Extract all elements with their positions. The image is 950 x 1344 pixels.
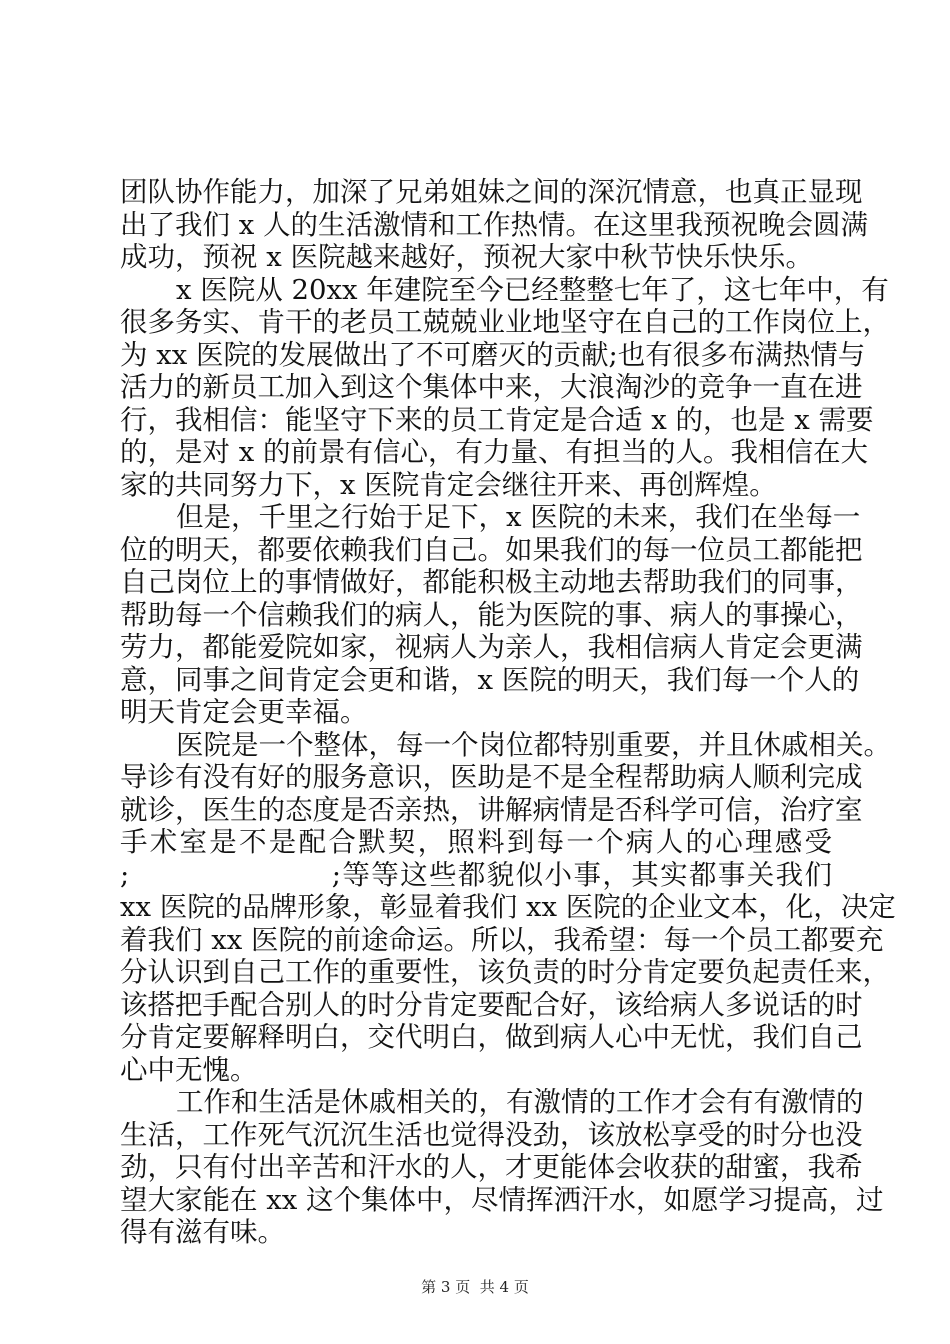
text-line: 成功，预祝 x 医院越来越好，预祝大家中秋节快乐快乐。	[120, 241, 813, 273]
text-line: 为 xx 医院的发展做出了不可磨灭的贡献;也有很多布满热情与	[120, 338, 866, 371]
text-line: 劲，只有付出辛苦和汗水的人，才更能体会收获的甜蜜，我希	[120, 1151, 863, 1183]
text-line: 出了我们 x 人的生活激情和工作热情。在这里我预祝晚会圆满	[120, 208, 868, 241]
paragraph-1	[120, 176, 868, 274]
text-line: 帮助每一个信赖我们的病人，能为医院的事、病人的事操心，	[120, 598, 863, 631]
text-line: 明天肯定会更幸福。	[120, 696, 368, 728]
paragraph-4	[120, 728, 896, 1087]
document-body	[120, 176, 896, 1249]
text-line: 位的明天，都要依赖我们自己。如果我们的每一位员工都能把	[120, 533, 863, 566]
text-line: 导诊有没有好的服务意识，医助是不是全程帮助病人顺利完成	[120, 761, 863, 793]
text-line: 意，同事之间肯定会更和谐，x 医院的明天，我们每一个人的	[120, 663, 860, 696]
text-line: 家的共同努力下，x 医院肯定会继往开来、再创辉煌。	[120, 468, 777, 501]
paragraph-5	[120, 1086, 884, 1249]
text-line: 就诊，医生的态度是否亲热，讲解病情是否科学可信，治疗室	[120, 793, 863, 826]
text-line: 很多务实、肯干的老员工兢兢业业地坚守在自己的工作岗位上，	[120, 306, 890, 338]
text-line: xx 医院的品牌形象，彰显着我们 xx 医院的企业文本，化，决定	[120, 891, 896, 923]
text-line: 但是，千里之行始于足下，x 医院的未来，我们在坐每一	[176, 501, 861, 533]
text-line: 心中无愧。	[120, 1053, 258, 1086]
paragraph-2	[120, 273, 890, 502]
text-line: 分认识到自己工作的重要性，该负责的时分肯定要负起责任来，	[120, 956, 890, 988]
page-number-footer: 第 3 页 共 4 页	[421, 1278, 529, 1296]
text-line: 的，是对 x 的前景有信心，有力量、有担当的人。我相信在大	[120, 436, 868, 468]
text-line: 自己岗位上的事情做好，都能积极主动地去帮助我们的同事，	[120, 566, 863, 598]
text-line: 手术室是不是配合默契，照料到每一个病人的心理感受	[120, 826, 832, 858]
text-line: 分肯定要解释明白，交代明白，做到病人心中无忧，我们自己	[120, 1021, 863, 1053]
text-line: x 医院从 20xx 年建院至今已经整整七年了，这七年中，有	[176, 273, 889, 306]
text-line: 劳力，都能爱院如家，视病人为亲人，我相信病人肯定会更满	[120, 631, 863, 663]
text-line: 该搭把手配合别人的时分肯定要配合好，该给病人多说话的时	[120, 988, 863, 1021]
text-line: 着我们 xx 医院的前途命运。所以，我希望：每一个员工都要充	[120, 923, 884, 956]
text-line: 团队协作能力，加深了兄弟姐妹之间的深沉情意，也真正显现	[120, 176, 863, 208]
text-line: 活力的新员工加入到这个集体中来，大浪淘沙的竞争一直在进	[120, 371, 863, 403]
text-line: 医院是一个整体，每一个岗位都特别重要，并且休戚相关。	[176, 728, 891, 761]
text-line: 生活，工作死气沉沉生活也觉得没劲，该放松享受的时分也没	[120, 1118, 863, 1151]
text-line: ; ;等等这些都貌似小事，其实都事关我们	[120, 858, 832, 891]
text-line: 行，我相信：能坚守下来的员工肯定是合适 x 的，也是 x 需要	[120, 403, 874, 436]
text-line: 望大家能在 xx 这个集体中，尽情挥洒汗水，如愿学习提高，过	[120, 1183, 884, 1216]
paragraph-3	[120, 501, 863, 729]
text-line: 得有滋有味。	[120, 1216, 285, 1248]
text-line: 工作和生活是休戚相关的，有激情的工作才会有有激情的	[176, 1086, 864, 1118]
